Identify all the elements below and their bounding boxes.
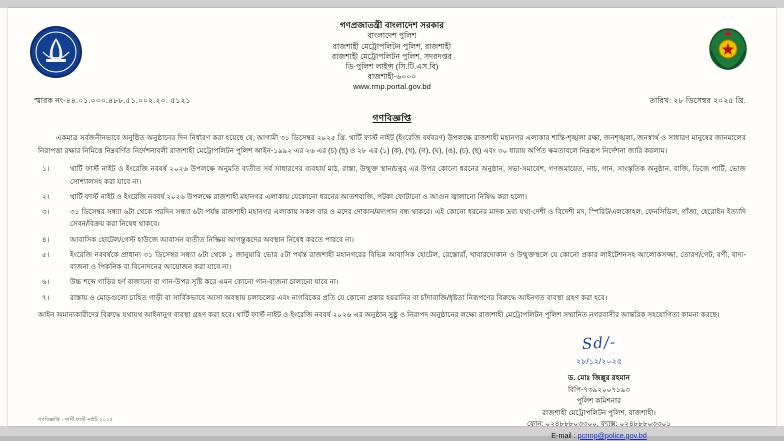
list-item <box>38 234 746 246</box>
item-text: থার্টি ফার্স্ট নাইট ও ইংরেজি নববর্ষ ২০২৬ উপলক্ষে রাজশাহী মহানগর এলাকায় যেকোনো ধরনের আতশবাজি, পটকা ফোটানো ও আগুন জ্বালানো নিষিদ্ধ করা হলো। <box>70 191 528 201</box>
signature-block <box>38 331 746 441</box>
bangladesh-police-crest-icon <box>28 24 84 80</box>
item-number: ৪। <box>42 234 50 244</box>
item-number: ১। <box>42 164 50 174</box>
document-sheet <box>8 8 776 440</box>
header-line-4: রাজশাহী মেট্রোপলিটন পুলিশ, সদরদপ্তর <box>332 51 452 61</box>
header-website[interactable]: www.rmp.portal.gov.bd <box>353 82 431 92</box>
item-text: উচ্চ শব্দে গাড়ির হর্ণ বাজানো বা গান-উপর সৃষ্টি করে এমন কোনো গান-বাজনা চালানো যাবে না। <box>70 277 339 287</box>
memo-number: স্মারক নং-৪৪.০১.০০০.৪৮৮.৫১.০০২.২০. ৫১২১ <box>34 96 191 106</box>
header-line-1: গণপ্রজাতন্ত্রী বাংলাদেশ সরকার <box>339 20 445 30</box>
document-body <box>8 126 776 441</box>
list-item <box>38 191 746 203</box>
document-meta <box>8 92 776 108</box>
item-number: ৩। <box>42 207 50 217</box>
contact-email-line <box>494 430 704 441</box>
email-address[interactable]: pcrmp@police.gov.bd <box>577 430 647 440</box>
list-item <box>38 276 746 288</box>
signatory-bp-no: বিপি-৭৩৯২০০৭১৯৩ <box>567 384 631 394</box>
header-line-5: ডি-পুলিশ লাইন্স (সি.টি.এস.বি) <box>345 61 439 71</box>
list-item <box>38 249 746 273</box>
contact-phone: ফোন: ০২৪৮৮৮০৩৩০০, ফ্যাক্স: ০২৪৮৮৮০৩৩০১ <box>527 419 671 429</box>
list-item <box>38 163 746 187</box>
header-text-block <box>94 18 690 92</box>
item-number: ৫। <box>42 249 50 259</box>
list-item <box>38 206 746 230</box>
header-line-6: রাজশাহী-৬০০০ <box>367 71 417 81</box>
document-header <box>8 8 776 92</box>
signatory-designation: পুলিশ কমিশনার <box>576 396 622 406</box>
signature-date: ২৮/১২/২০২৫ <box>575 357 623 367</box>
item-text: ইংরেজি নববর্ষকে প্রাধান্য ৩১ ডিসেম্বর সন্ধ্যা ৬টা থেকে ১ জানুয়ারি ভোর ৫টা পর্যন্ত রাজশাহী মহানগরের বিভিন্ন আবাসিক হোটেল, রেস্তোরাঁ, খাবারদোকান ও উন্মুক্তস্থলে যে কোনো প্রকার লাইটেশনসহ আলোকসজ্জা, তোরণ/গেট, বর্ণী, বাদ্য-বাজনা ও পিকনিক বা বিনোদনের আয়োজন করা যাবে না। <box>70 249 746 272</box>
document-title: গণবিজ্ঞপ্তি <box>372 113 412 124</box>
email-label: E-mail : <box>551 430 576 440</box>
footer-note: গণবিজ্ঞপ্তি - থার্টি ফার্স্ট নাইট ২০২৫ <box>38 417 114 423</box>
closing-paragraph: আইন অমান্যকারীদের বিরুদ্ধে যথাযথ আইনানুগ ব্যবস্থা গ্রহণ করা হবে। থার্টি ফার্স্ট নাইট ও ইংরেজি নববর্ষ ২০২৬ এর অনুষ্ঠান সুষ্ঠু ও নিরাপদ অনুষ্ঠানের লক্ষ্যে রাজশাহী মেট্রোপলিটন পুলিশ সম্মানিত নগরবাসীর আন্তরিক সহযোগিতা কামনা করছে। <box>38 309 720 319</box>
header-line-2: বাংলাদেশ পুলিশ <box>367 31 417 41</box>
item-number: ২। <box>42 191 50 201</box>
signatory-office: রাজশাহী মেট্রোপলিটন পুলিশ, রাজশাহী। <box>542 407 656 417</box>
signatory-name: ড. মোঃ জিল্লুর রহমান <box>568 373 630 383</box>
item-text: আবাসিক হোটেল/গেস্ট হাউজে আবাসন ব্যতীত নিষ্ক্রিয় আগন্তুকদের অবস্থান নিষেধ করতে পারবে না। <box>70 234 354 244</box>
handwritten-signature: Sd/- <box>581 333 617 354</box>
closing-paragraph-block <box>38 309 746 322</box>
list-item <box>38 292 746 304</box>
directives-list <box>38 163 746 303</box>
rmp-crest-icon <box>700 20 756 76</box>
intro-paragraph: একমাত্র সর্বজনীনভাবে অনুষ্ঠিত অনুষ্ঠানের দিন নির্ধারণ করা হয়েছে যে, আগামী ৩১ ডিসেম্বর ২০২৫ খ্রি. থার্টি ফার্স্ট নাইট (ইংরেজি বর্ষবরণ) উপলক্ষে রাজশাহী মহানগর এলাকার শান্তি-শৃঙ্খলা রক্ষা, জনশৃঙ্খলা, জনস্বার্থ ও সাধারণ মানুষের জানমালের নিরাপত্তা রক্ষার নিমিত্তে নিম্নবর্ণিত নির্দেশনাবলী রাজশাহী মেট্রোপলিটন পুলিশ আইন-১৯৯২ এর ২৬ এর (চ) (ছ) ও ২৮ এর (১) (ক), (খ), (গ), (ঘ), (ঙ), (চ), (ছ) এবং ৩০ ধারায় অর্পিত ক্ষমতাবলে নিম্নরূপ নির্দেশনা জারি করলাম। <box>38 133 746 155</box>
page-top-edge <box>0 0 784 8</box>
item-text: থার্টি ফার্স্ট নাইট ও ইংরেজি নববর্ষ ২০২৬ উপলক্ষে অনুমতি ব্যতীত সর্ব সাধারণের ব্যবহার্য মাঠ, রাস্তা, উন্মুক্ত স্থান/চত্বর এর উপর কোনো ধরনের অনুষ্ঠান, সভা-সমাবেশ, গণজমায়েত, নাচ, গান, সাংস্কৃতিক অনুষ্ঠান, বাজি, ডিজে পার্টি, ভোজ সোশ্যালসহ করা যাবে না। <box>70 164 746 186</box>
item-text: ৩১ ডিসেম্বর সন্ধ্যা ৬টা থেকে পরদিন সন্ধ্যা ৬টা পর্যন্ত রাজশাহী মহানগর এলাকায় সকল বার ও মদের দোকান/মদ্যপান বন্ধ থাকবে। এই কোনো ধরনের মাদক দ্রব্য যথা-দেশী ও বিদেশী মদ, স্পিরিট/এলকোহল, ফেনসিডিল, গাঁজা, হেরোইন ইত্যাদি সেবন/বিক্রয় করা নিষেধ থাকবে। <box>70 207 746 229</box>
document-date: তারিখ: ২৮ ডিসেম্বর ২০২৫ খ্রি. <box>649 96 746 106</box>
item-text: রাস্তায় ও মোড়গুলো চাহিত গাড়ী বা সার্বিকভাবে আসা অবস্থায় চলাচলের এবং নাগরিকের প্রতি যে কোনো প্রকার হয়রানির বা চাঁদাবাজি/ধৃষ্টতা নিরূপণের বিরুদ্ধে আইনগত ব্যবস্থা গ্রহণ করা হবে। <box>70 292 608 302</box>
item-number: ৭। <box>42 292 50 302</box>
item-number: ৬। <box>42 277 50 287</box>
header-line-3: রাজশাহী মেট্রোপলিটন পুলিশ, রাজশাহী <box>332 41 452 51</box>
